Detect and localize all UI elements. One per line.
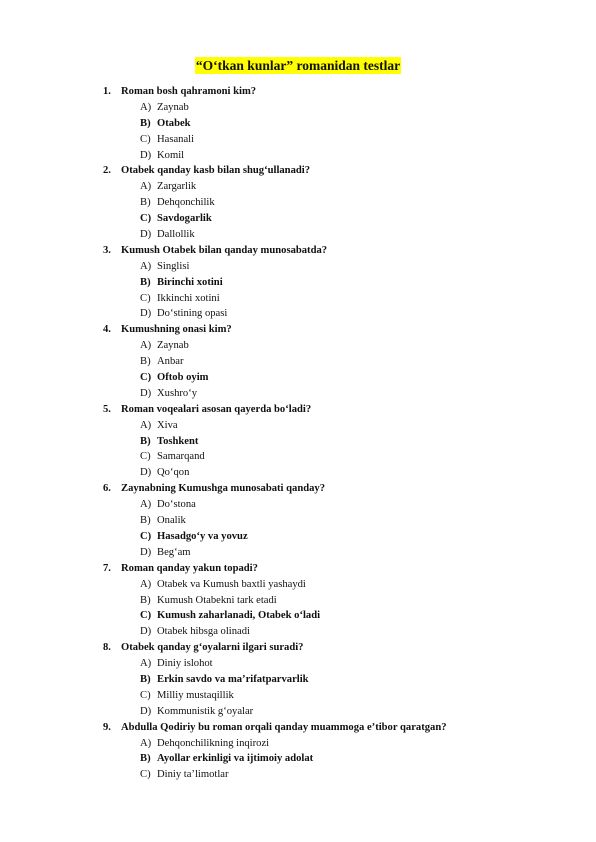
option-text: Dehqonchilikning inqirozi: [157, 737, 270, 749]
option-text: Hasanali: [157, 133, 195, 145]
option-text: Singlisi: [157, 260, 190, 272]
option-letter: B): [140, 117, 151, 129]
question-number: 8.: [103, 642, 111, 654]
option-letter: D): [140, 149, 152, 161]
question-item: [103, 84, 573, 163]
option-text: Otabek: [157, 117, 191, 129]
question-text: Zaynabning Kumushga munosabati qanday?: [121, 483, 326, 495]
answer-option: [140, 132, 573, 148]
answer-option-correct: [140, 434, 573, 450]
option-letter: C): [140, 689, 151, 701]
question-heading: [103, 402, 573, 418]
question-item: [103, 561, 573, 640]
answer-option: [140, 449, 573, 465]
option-text: Zaynab: [157, 340, 189, 352]
answer-option: [140, 545, 573, 561]
option-text: Ayollar erkinligi va ijtimoiy adolat: [157, 753, 314, 765]
answer-option: [140, 418, 573, 434]
option-letter: A): [140, 578, 152, 590]
question-item: [103, 720, 573, 784]
option-letter: C): [140, 530, 152, 542]
option-letter: A): [140, 419, 152, 431]
question-list: [103, 84, 573, 783]
option-letter: A): [140, 181, 152, 193]
question-item: [103, 640, 573, 719]
option-text: Dallollik: [157, 229, 195, 241]
option-text: Oftob oyim: [157, 372, 209, 384]
answer-option: [140, 624, 573, 640]
title-container: [0, 57, 596, 75]
question-text: Otabek qanday kasb bilan shug‘ullanadi?: [121, 165, 311, 177]
question-number: 5.: [103, 403, 111, 415]
question-number: 3.: [103, 244, 111, 256]
answer-option: [140, 513, 573, 529]
question-number: 9.: [103, 721, 111, 733]
question-heading: [103, 720, 573, 736]
question-text: Otabek qanday g‘oyalarni ilgari suradi?: [121, 642, 304, 654]
option-text: Zaynab: [157, 101, 189, 113]
option-text: Komil: [157, 149, 185, 161]
answer-option: [140, 259, 573, 275]
option-letter: B): [140, 594, 151, 606]
answer-option: [140, 704, 573, 720]
answer-option: [140, 736, 573, 752]
option-text: Hasadgo‘y va yovuz: [157, 530, 248, 542]
answer-option: [140, 338, 573, 354]
option-letter: C): [140, 451, 151, 463]
answer-option: [140, 767, 573, 783]
option-letter: B): [140, 356, 151, 368]
option-letter: D): [140, 467, 152, 479]
option-text: Anbar: [157, 356, 184, 368]
option-letter: B): [140, 753, 151, 765]
question-heading: [103, 640, 573, 656]
option-letter: D): [140, 626, 152, 638]
option-letter: D): [140, 308, 152, 320]
question-heading: [103, 561, 573, 577]
option-letter: C): [140, 292, 151, 304]
option-letter: B): [140, 515, 151, 527]
answer-option: [140, 593, 573, 609]
answer-option: [140, 465, 573, 481]
option-letter: A): [140, 658, 152, 670]
option-text: Samarqand: [157, 451, 205, 463]
option-text: Otabek va Kumush baxtli yashaydi: [157, 578, 306, 590]
option-text: Zargarlik: [157, 181, 197, 193]
document-title: “O‘tkan kunlar” romanidan testlar: [195, 58, 401, 73]
question-item: [103, 243, 573, 322]
question-text: Roman voqealari asosan qayerda bo‘ladi?: [121, 403, 312, 415]
question-heading: [103, 243, 573, 259]
answer-option: [140, 577, 573, 593]
option-letter: B): [140, 673, 151, 685]
answer-option: [140, 688, 573, 704]
option-text: Ikkinchi xotini: [157, 292, 220, 304]
option-letter: D): [140, 546, 152, 558]
option-letter: D): [140, 387, 152, 399]
question-heading: [103, 163, 573, 179]
option-letter: C): [140, 610, 152, 622]
option-letter: A): [140, 260, 152, 272]
answer-option: [140, 179, 573, 195]
answer-option-correct: [140, 370, 573, 386]
option-text: Xiva: [157, 419, 178, 431]
option-text: Birinchi xotini: [157, 276, 223, 288]
option-letter: A): [140, 101, 152, 113]
question-text: Roman qanday yakun topadi?: [121, 562, 258, 574]
option-text: Savdogarlik: [157, 213, 212, 225]
question-item: [103, 322, 573, 401]
option-text: Otabek hibsga olinadi: [157, 626, 250, 638]
answer-option-correct: [140, 529, 573, 545]
option-letter: C): [140, 372, 152, 384]
option-text: Diniy ta’limotlar: [157, 769, 229, 781]
option-letter: B): [140, 197, 151, 209]
answer-option: [140, 354, 573, 370]
answer-option-correct: [140, 116, 573, 132]
option-letter: C): [140, 133, 151, 145]
option-text: Diniy islohot: [157, 658, 213, 670]
option-text: Do‘stona: [157, 499, 196, 511]
answer-option: [140, 195, 573, 211]
question-heading: [103, 84, 573, 100]
option-letter: C): [140, 213, 152, 225]
question-item: [103, 163, 573, 242]
option-letter: B): [140, 435, 151, 447]
question-number: 4.: [103, 324, 111, 336]
question-number: 7.: [103, 562, 111, 574]
option-text: Beg‘am: [157, 546, 191, 558]
option-letter: A): [140, 340, 152, 352]
option-text: Qo‘qon: [157, 467, 190, 479]
answer-option: [140, 386, 573, 402]
question-text: Roman bosh qahramoni kim?: [121, 86, 257, 97]
question-item: [103, 481, 573, 560]
question-heading: [103, 481, 573, 497]
option-text: Milliy mustaqillik: [157, 689, 234, 701]
option-letter: B): [140, 276, 151, 288]
option-letter: A): [140, 737, 152, 749]
question-number: 1.: [103, 86, 111, 97]
answer-option-correct: [140, 211, 573, 227]
question-heading: [103, 322, 573, 338]
answer-option-correct: [140, 608, 573, 624]
option-letter: C): [140, 769, 151, 781]
option-letter: A): [140, 499, 152, 511]
option-letter: D): [140, 229, 152, 241]
option-text: Xushro‘y: [157, 387, 198, 399]
option-text: Kumush Otabekni tark etadi: [157, 594, 277, 606]
question-number: 6.: [103, 483, 111, 495]
option-text: Dehqonchilik: [157, 197, 215, 209]
answer-option: [140, 227, 573, 243]
answer-option-correct: [140, 275, 573, 291]
answer-option-correct: [140, 672, 573, 688]
question-item: [103, 402, 573, 481]
question-text: Kumushning onasi kim?: [121, 324, 232, 336]
answer-option: [140, 656, 573, 672]
answer-option: [140, 291, 573, 307]
question-text: Kumush Otabek bilan qanday munosabatda?: [121, 244, 328, 256]
question-number: 2.: [103, 165, 111, 177]
question-text: Abdulla Qodiriy bu roman orqali qanday muammoga e’tibor qaratgan?: [121, 721, 447, 733]
option-text: Kumush zaharlanadi, Otabek o‘ladi: [157, 610, 321, 622]
option-text: Kommunistik g‘oyalar: [157, 705, 254, 717]
option-letter: D): [140, 705, 152, 717]
answer-option: [140, 148, 573, 164]
option-text: Onalik: [157, 515, 186, 527]
answer-option-correct: [140, 751, 573, 767]
answer-option: [140, 306, 573, 322]
answer-option: [140, 497, 573, 513]
option-text: Toshkent: [157, 435, 199, 447]
option-text: Erkin savdo va ma’rifatparvarlik: [157, 673, 309, 685]
option-text: Do‘stining opasi: [157, 308, 228, 320]
answer-option: [140, 100, 573, 116]
